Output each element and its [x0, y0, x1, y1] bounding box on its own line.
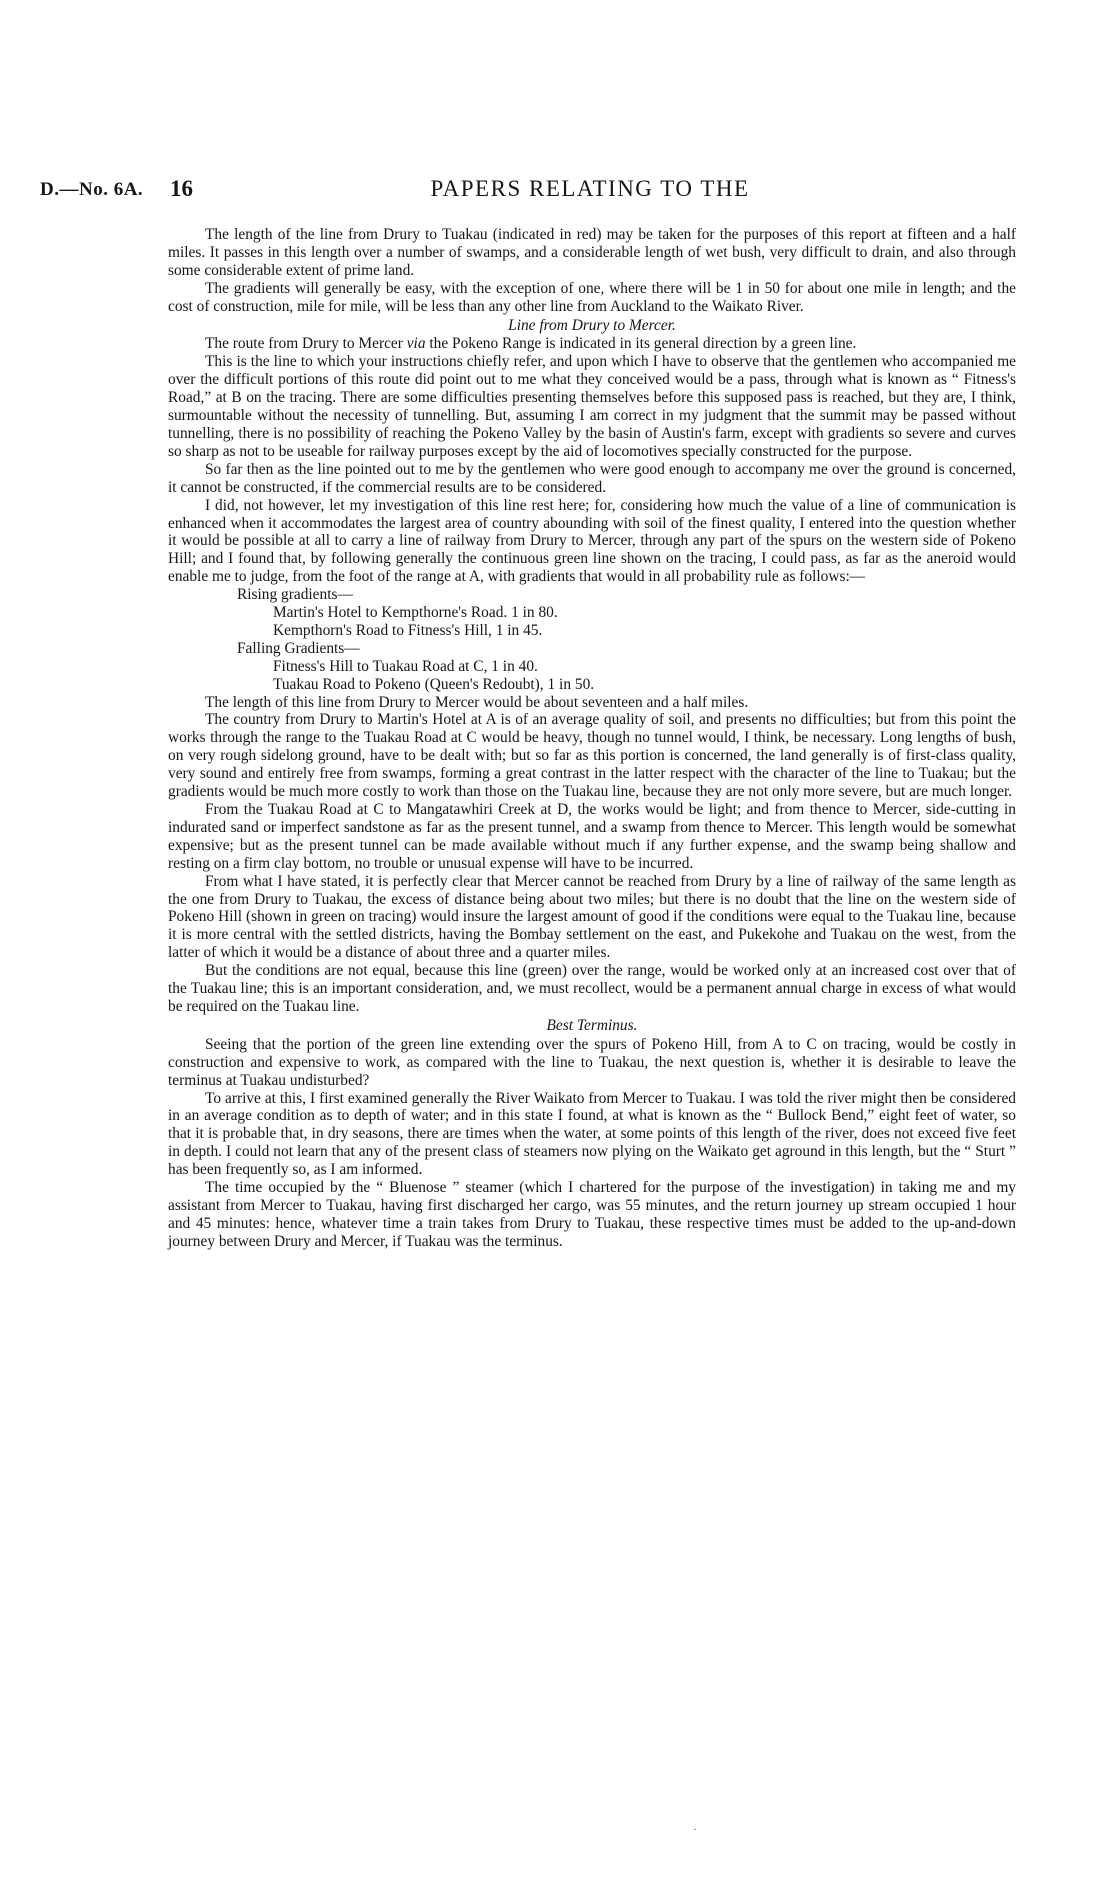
body-text	[168, 226, 1016, 1251]
paragraph	[168, 335, 1016, 353]
paragraph-text: The route from Drury to Mercer	[205, 335, 407, 353]
falling-gradients-label: Falling Gradients—	[237, 639, 360, 657]
paragraph: But the conditions are not equal, because this line (green) over the range, would be worked only at an increased cost over that of the Tuakau line; this is an important consideration, and, we must recollect, would be a permanent annual charge in excess of what would be required on the Tuakau line.	[168, 962, 1016, 1015]
paragraph: The length of this line from Drury to Mercer would be about seventeen and a half miles.	[205, 693, 749, 711]
paragraph: From the Tuakau Road at C to Mangatawhiri Creek at D, the works would be light; and from thence to Mercer, side-cutting in indurated sand or imperfect sandstone as far as the present tunnel, and a swamp from thence to Mercer. This length would be somewhat expensive; but as the present tunnel can be made available without much if any further expense, and the swamp being shallow and resting on a firm clay bottom, no trouble or unusual expense will have to be incurred.	[168, 801, 1016, 872]
italic-text: via	[406, 335, 426, 353]
paragraph: The time occupied by the “ Bluenose ” steamer (which I chartered for the purpose of the investigation) in taking me and my assistant from Mercer to Tuakau, having first discharged her cargo, was 55 minutes, and the return journey up stream occupied 1 hour and 45 minutes: hence, whatever time a train takes from Drury to Tuakau, these respective times must be added to the up-and-down journey between Drury and Mercer, if Tuakau was the terminus.	[168, 1179, 1016, 1250]
paragraph: The country from Drury to Martin's Hotel at A is of an average quality of soil, and presents no difficulties; but from this point the works through the range to the Tuakau Road at C would be heavy, though no tunnel would, I think, be necessary. Long lengths of bush, on very rough sidelong ground, have to be dealt with; but so far as this portion is concerned, the land generally is of first-class quality, very sound and entirely free from swamps, forming a great contrast in the latter respect with the character of the line to Tuakau; but the gradients would be much more costly to work than those on the Tuakau line, because they are not only more severe, but are much longer.	[168, 711, 1016, 801]
page-mark: ·	[693, 1822, 697, 1836]
section-heading: Line from Drury to Mercer.	[508, 316, 676, 334]
page-number: 16	[170, 176, 193, 201]
paragraph: The length of the line from Drury to Tuakau (indicated in red) may be taken for the purposes of this report at fifteen and a half miles. It passes in this length over a number of swamps, and a considerable length of wet bush, very difficult to drain, and also through some considerable extent of prime land.	[168, 226, 1016, 279]
paragraph: The gradients will generally be easy, with the exception of one, where there will be 1 in 50 for about one mile in length; and the cost of construction, mile for mile, will be less than any other line from Auckland to the Waikato River.	[168, 279, 1016, 315]
section-heading: Best Terminus.	[546, 1016, 638, 1034]
document-reference: D.—No. 6A.	[40, 179, 144, 200]
gradient-item: Kempthorn's Road to Fitness's Hill, 1 in 45.	[273, 621, 543, 639]
paragraph: This is the line to which your instructions chiefly refer, and upon which I have to observe that the gentlemen who accompanied me over the difficult portions of this route did point out to me what they conceived would be a pass, through what is known as “ Fitness's Road,” at B on the tracing. There are some difficulties presenting themselves before this supposed pass is reached, but they are, I think, surmountable without the necessity of tunnelling. But, assuming I am correct in my judgment that the summit may be passed without tunnelling, there is no possibility of reaching the Pokeno Valley by the basin of Austin's farm, except with gradients so severe and curves so sharp as not to be useable for railway purposes except by the aid of locomotives specially constructed for the purpose.	[168, 353, 1016, 460]
paragraph: So far then as the line pointed out to me by the gentlemen who were good enough to accompany me over the ground is concerned, it cannot be constructed, if the commercial results are to be considered.	[168, 460, 1016, 496]
rising-gradients-label: Rising gradients—	[237, 586, 353, 604]
gradients-list	[168, 586, 1016, 693]
running-title: PAPERS RELATING TO THE	[430, 176, 750, 201]
gradient-item: Fitness's Hill to Tuakau Road at C, 1 in 40.	[273, 657, 538, 675]
paragraph: To arrive at this, I first examined generally the River Waikato from Mercer to Tuakau. I was told the river might then be considered in an average condition as to depth of water; and in this state I found, at what is known as the “ Bullock Bend,” eight feet of water, so that it is probable that, in dry seasons, there are times when the water, at some points of this length of the river, does not exceed five feet in depth. I could not learn that any of the present class of steamers now plying on the Waikato get aground in this length, but the “ Sturt ” has been frequently so, as I am informed.	[168, 1089, 1016, 1179]
paragraph: Seeing that the portion of the green line extending over the spurs of Pokeno Hill, from A to C on tracing, would be costly in construction and expensive to work, as compared with the line to Tuakau, the next question is, whether it is desirable to leave the terminus at Tuakau undisturbed?	[168, 1035, 1016, 1089]
paragraph-text: the Pokeno Range is indicated in its general direction by a green line.	[425, 335, 857, 353]
gradient-item: Martin's Hotel to Kempthorne's Road. 1 in 80.	[273, 604, 558, 622]
paragraph: From what I have stated, it is perfectly clear that Mercer cannot be reached from Drury by a line of railway of the same length as the one from Drury to Tuakau, the excess of distance being about two miles; but there is no doubt that the line on the western side of Pokeno Hill (shown in green on tracing) would insure the largest amount of good if the conditions were equal to the Tuakau line, because it is more central with the settled districts, having the Bombay settlement on the east, and Pukekohe and Tuakau on the west, from the latter of which it would be a distance of about three and a quarter miles.	[168, 872, 1016, 962]
running-head	[40, 176, 1070, 208]
paragraph: I did, not however, let my investigation of this line rest here; for, considering how much the value of a line of communication is enhanced when it accommodates the largest area of country abounding with soil of the finest quality, I entered into the question whether it would be possible at all to carry a line of railway from Drury to Mercer, through any part of the spurs on the western side of Pokeno Hill; and I found that, by following generally the continuous green line shown on the tracing, I could pass, as far as the aneroid would enable me to judge, from the foot of the range at A, with gradients that would in all probability rule as follows:—	[168, 496, 1016, 586]
gradient-item: Tuakau Road to Pokeno (Queen's Redoubt), 1 in 50.	[273, 675, 595, 693]
